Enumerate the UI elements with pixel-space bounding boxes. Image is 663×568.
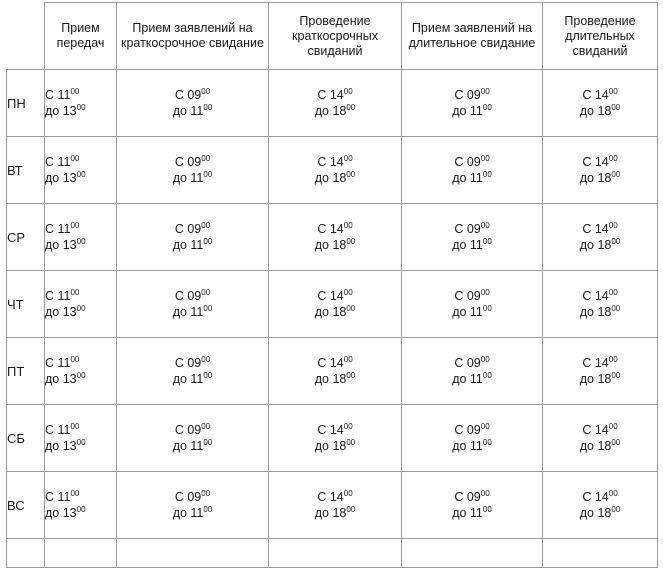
footer-cell-parcels	[45, 539, 117, 568]
cell-short-visits: С $14^{00}$ до $18^{00}$	[269, 338, 402, 405]
cell-parcels: С $11^{00}$ до $13^{00}$	[45, 405, 117, 472]
cell-long-visit-applications: С $09^{00}$ до $11^{00}$	[402, 472, 543, 539]
footer-row	[7, 539, 658, 568]
cell-long-visits: С $14^{00}$ до $18^{00}$	[543, 271, 658, 338]
column-header-long-visit-applications: Прием заявлений на длительное свидание	[402, 3, 543, 70]
cell-parcels: С $11^{00}$ до $13^{00}$	[45, 472, 117, 539]
cell-short-visits: С $14^{00}$ до $18^{00}$	[269, 405, 402, 472]
cell-short-visit-applications: С $09^{00}$ до $11^{00}$	[117, 405, 269, 472]
table-body	[7, 70, 658, 539]
cell-parcels: С $11^{00}$ до $13^{00}$	[45, 137, 117, 204]
table-header	[7, 3, 658, 70]
table-row	[7, 472, 658, 539]
visiting-schedule-table	[6, 2, 658, 568]
cell-short-visit-applications: С $09^{00}$ до $11^{00}$	[117, 137, 269, 204]
column-header-parcels: Прием передач	[45, 3, 117, 70]
cell-short-visits: С $14^{00}$ до $18^{00}$	[269, 70, 402, 137]
cell-long-visits: С $14^{00}$ до $18^{00}$	[543, 70, 658, 137]
day-label: СР	[7, 204, 45, 271]
day-label: СБ	[7, 405, 45, 472]
column-header-short-visit-applications: Прием заявлений на краткосрочное свидание	[117, 3, 269, 70]
footer-cell-short-visit-applications	[117, 539, 269, 568]
table-row	[7, 338, 658, 405]
footer-cell-long-visits	[543, 539, 658, 568]
cell-long-visit-applications: С $09^{00}$ до $11^{00}$	[402, 271, 543, 338]
cell-long-visits: С $14^{00}$ до $18^{00}$	[543, 472, 658, 539]
cell-short-visit-applications: С $09^{00}$ до $11^{00}$	[117, 70, 269, 137]
cell-long-visit-applications: С $09^{00}$ до $11^{00}$	[402, 338, 543, 405]
cell-parcels: С $11^{00}$ до $13^{00}$	[45, 338, 117, 405]
table-row	[7, 137, 658, 204]
cell-long-visit-applications: С $09^{00}$ до $11^{00}$	[402, 70, 543, 137]
cell-long-visits: С $14^{00}$ до $18^{00}$	[543, 137, 658, 204]
footer-cell-long-visit-applications	[402, 539, 543, 568]
table-row	[7, 271, 658, 338]
cell-short-visit-applications: С $09^{00}$ до $11^{00}$	[117, 271, 269, 338]
cell-short-visits: С $14^{00}$ до $18^{00}$	[269, 271, 402, 338]
cell-long-visits: С $14^{00}$ до $18^{00}$	[543, 405, 658, 472]
cell-long-visits: С $14^{00}$ до $18^{00}$	[543, 338, 658, 405]
table-row	[7, 405, 658, 472]
day-label: ВТ	[7, 137, 45, 204]
footer-cell-day	[7, 539, 45, 568]
cell-parcels: С $11^{00}$ до $13^{00}$	[45, 271, 117, 338]
column-header-day	[7, 3, 45, 70]
table-row	[7, 70, 658, 137]
column-header-long-visits: Проведение длительных свиданий	[543, 3, 658, 70]
cell-short-visits: С $14^{00}$ до $18^{00}$	[269, 204, 402, 271]
cell-short-visit-applications: С $09^{00}$ до $11^{00}$	[117, 338, 269, 405]
day-label: ПТ	[7, 338, 45, 405]
cell-long-visit-applications: С $09^{00}$ до $11^{00}$	[402, 204, 543, 271]
day-label: ПН	[7, 70, 45, 137]
cell-parcels: С $11^{00}$ до $13^{00}$	[45, 204, 117, 271]
cell-short-visit-applications: С $09^{00}$ до $11^{00}$	[117, 204, 269, 271]
cell-long-visits: С $14^{00}$ до $18^{00}$	[543, 204, 658, 271]
header-row	[7, 3, 658, 70]
table-row	[7, 204, 658, 271]
day-label: ВС	[7, 472, 45, 539]
day-label: ЧТ	[7, 271, 45, 338]
column-header-short-visits: Проведение краткосрочных свиданий	[269, 3, 402, 70]
table-footer	[7, 539, 658, 568]
cell-short-visits: С $14^{00}$ до $18^{00}$	[269, 472, 402, 539]
footer-cell-short-visits	[269, 539, 402, 568]
cell-parcels: С $11^{00}$ до $13^{00}$	[45, 70, 117, 137]
cell-short-visits: С $14^{00}$ до $18^{00}$	[269, 137, 402, 204]
cell-long-visit-applications: С $09^{00}$ до $11^{00}$	[402, 137, 543, 204]
cell-short-visit-applications: С $09^{00}$ до $11^{00}$	[117, 472, 269, 539]
cell-long-visit-applications: С $09^{00}$ до $11^{00}$	[402, 405, 543, 472]
